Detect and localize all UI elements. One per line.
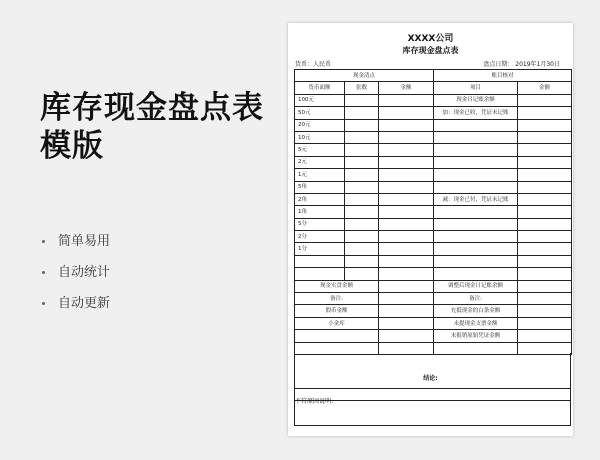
table-cell — [295, 268, 345, 280]
table-row — [295, 94, 572, 106]
reason-label: 不符原因说明: — [295, 398, 334, 405]
table-cell — [379, 181, 434, 193]
table-cell — [434, 169, 518, 181]
company-name: XXXX公司 — [407, 34, 454, 44]
table-cell — [518, 94, 572, 106]
table-cell — [518, 231, 572, 243]
table-cell — [518, 206, 572, 218]
table-cell — [518, 330, 572, 342]
table-row — [295, 280, 572, 292]
table-cell — [345, 107, 379, 119]
table-cell — [379, 342, 434, 354]
table-row — [295, 317, 572, 329]
table-cell — [518, 218, 572, 230]
table-cell — [434, 119, 518, 131]
table-cell — [518, 107, 572, 119]
cash-count-table — [294, 69, 572, 355]
table-cell: 张数 — [345, 82, 379, 94]
border-right — [570, 353, 571, 425]
table-cell: 20元 — [295, 119, 345, 131]
table-cell — [518, 243, 572, 255]
table-row — [295, 70, 572, 82]
table-cell — [345, 231, 379, 243]
table-cell — [379, 293, 434, 305]
table-cell: 项目 — [434, 82, 518, 94]
table-row — [295, 342, 572, 354]
table-cell — [518, 156, 572, 168]
table-cell: 5分 — [295, 218, 345, 230]
table-cell: 1角 — [295, 206, 345, 218]
table-cell: 2角 — [295, 193, 345, 205]
table-cell: 调整后现金日记账余额 — [434, 280, 518, 292]
table-row — [295, 305, 572, 317]
feature-item: 自动统计 — [40, 264, 110, 295]
page-title: 库存现金盘点表模版 — [40, 90, 264, 164]
table-cell: 2分 — [295, 231, 345, 243]
table-cell: 1分 — [295, 243, 345, 255]
table-cell — [295, 330, 379, 342]
table-row — [295, 156, 572, 168]
table-cell — [379, 107, 434, 119]
table-cell — [379, 169, 434, 181]
table-cell — [434, 131, 518, 143]
table-cell — [518, 268, 572, 280]
table-cell: 现金日记账余额 — [434, 94, 518, 106]
table-cell — [345, 131, 379, 143]
table-cell — [379, 156, 434, 168]
table-cell: 货币面额 — [295, 82, 345, 94]
table-cell — [345, 181, 379, 193]
table-cell — [345, 255, 379, 267]
template-preview-sheet[interactable] — [288, 23, 573, 436]
feature-item: 自动更新 — [40, 295, 110, 326]
table-cell: 备注: — [295, 293, 379, 305]
table-cell — [345, 169, 379, 181]
table-cell — [434, 255, 518, 267]
table-cell — [379, 231, 434, 243]
table-row — [295, 193, 572, 205]
table-cell — [518, 119, 572, 131]
table-cell — [295, 255, 345, 267]
table-cell — [379, 280, 434, 292]
table-cell — [434, 218, 518, 230]
table-cell — [379, 218, 434, 230]
table-cell: 100元 — [295, 94, 345, 106]
table-cell — [518, 144, 572, 156]
table-cell — [434, 156, 518, 168]
table-cell — [379, 243, 434, 255]
table-cell: 5元 — [295, 144, 345, 156]
divider — [294, 388, 571, 389]
table-cell: 1元 — [295, 169, 345, 181]
table-cell: 充抵现金的白条金额 — [434, 305, 518, 317]
border-left — [294, 353, 295, 425]
table-cell — [379, 119, 434, 131]
table-cell — [518, 169, 572, 181]
table-cell — [518, 342, 572, 354]
table-row — [295, 330, 572, 342]
table-cell — [434, 342, 518, 354]
table-cell — [379, 206, 434, 218]
table-cell: 10元 — [295, 131, 345, 143]
table-row — [295, 82, 572, 94]
table-row — [295, 131, 572, 143]
table-cell — [518, 181, 572, 193]
table-cell — [434, 231, 518, 243]
conclusion-label: 结论: — [423, 375, 438, 382]
table-row — [295, 268, 572, 280]
table-cell — [379, 317, 434, 329]
table-cell: 现金清点 — [295, 70, 434, 82]
table-cell — [434, 206, 518, 218]
table-cell — [379, 255, 434, 267]
table-cell: 50元 — [295, 107, 345, 119]
table-row — [295, 107, 572, 119]
table-row — [295, 218, 572, 230]
table-row — [295, 169, 572, 181]
table-cell — [518, 317, 572, 329]
table-cell — [379, 193, 434, 205]
table-cell — [434, 181, 518, 193]
table-cell: 账目核对 — [434, 70, 572, 82]
table-cell — [434, 268, 518, 280]
table-cell — [518, 280, 572, 292]
table-cell — [345, 218, 379, 230]
feature-list — [40, 233, 110, 326]
table-row — [295, 119, 572, 131]
table-cell — [345, 243, 379, 255]
table-cell — [379, 305, 434, 317]
table-cell — [518, 293, 572, 305]
count-date: 盘点日期： 2019年1月30日 — [483, 61, 560, 68]
table-row — [295, 206, 572, 218]
table-cell: 现金实盘金额 — [295, 280, 379, 292]
table-row — [295, 255, 572, 267]
table-row — [295, 293, 572, 305]
sheet-title: 库存现金盘点表 — [402, 46, 459, 55]
currency-label: 货币：人民币 — [295, 61, 332, 68]
divider — [294, 400, 571, 401]
table-cell — [379, 131, 434, 143]
table-row — [295, 181, 572, 193]
table-row — [295, 231, 572, 243]
table-cell: 备注: — [434, 293, 518, 305]
table-cell — [518, 305, 572, 317]
table-cell — [434, 243, 518, 255]
feature-item: 简单易用 — [40, 233, 110, 264]
table-cell — [379, 330, 434, 342]
table-cell: 金额 — [379, 82, 434, 94]
table-cell — [379, 268, 434, 280]
table-cell: 2元 — [295, 156, 345, 168]
table-cell — [345, 193, 379, 205]
table-cell: 未提现金支票金额 — [434, 317, 518, 329]
table-cell — [345, 119, 379, 131]
table-cell — [345, 206, 379, 218]
divider — [294, 425, 571, 426]
table-cell — [379, 144, 434, 156]
table-cell — [345, 268, 379, 280]
table-cell — [434, 144, 518, 156]
table-cell — [345, 94, 379, 106]
table-cell — [518, 255, 572, 267]
table-cell: 未报销原始凭证金额 — [434, 330, 518, 342]
table-cell: 减：现金已付，凭证未记账 — [434, 193, 518, 205]
table-cell — [518, 131, 572, 143]
table-cell — [518, 193, 572, 205]
table-cell: 加：现金已收，凭证未记账 — [434, 107, 518, 119]
table-cell: 5角 — [295, 181, 345, 193]
table-row — [295, 243, 572, 255]
table-cell: 假币金额 — [295, 305, 379, 317]
table-cell — [295, 342, 379, 354]
table-cell — [379, 94, 434, 106]
table-cell: 金额 — [518, 82, 572, 94]
table-cell — [345, 156, 379, 168]
table-row — [295, 144, 572, 156]
table-cell: 小金库 — [295, 317, 379, 329]
table-cell — [345, 144, 379, 156]
